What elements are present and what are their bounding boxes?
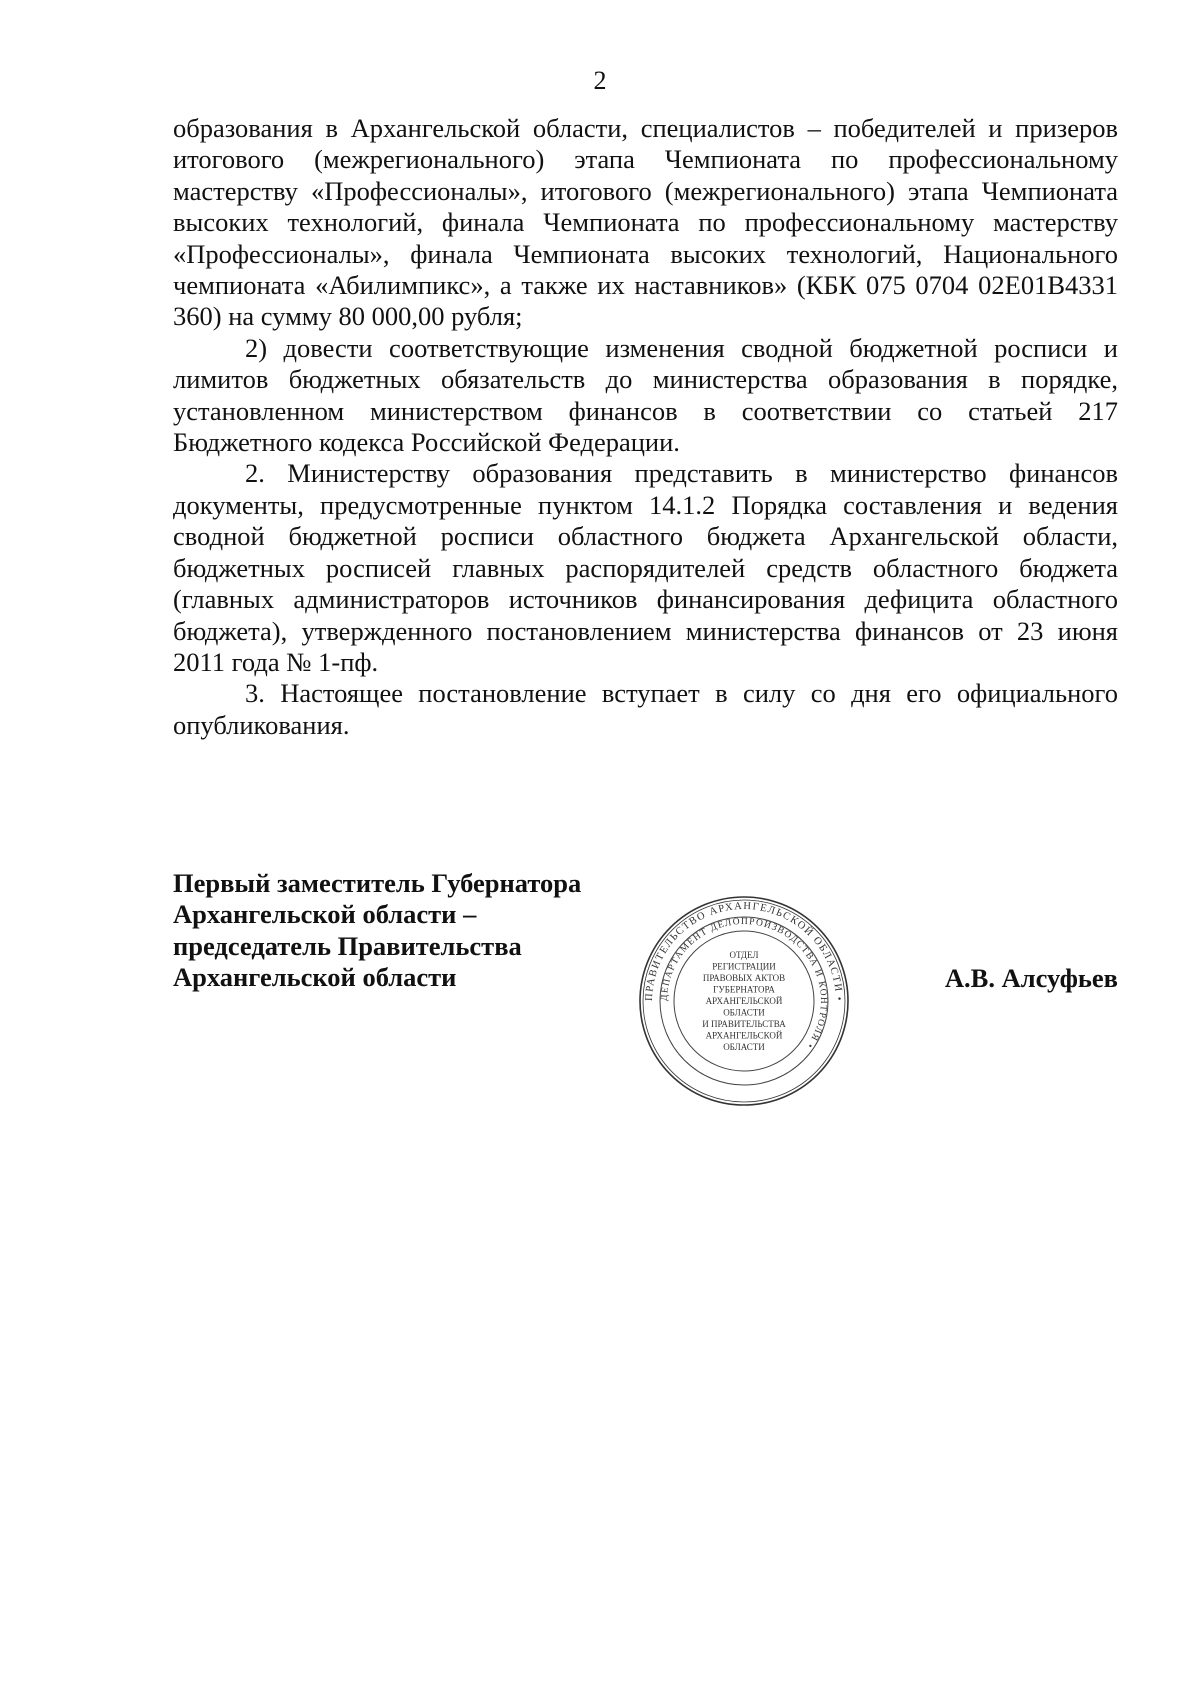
- signatory-title-line: Архангельской области –: [173, 899, 477, 930]
- paragraph: образования в Архангельской области, специалистов – победителей и призеров итогового (межрегионального) этапа Чемпионата по профессиональному мастерству «Профессионалы», итогового (межрегионального) этапа Чемпионата высоких технологий, финала Чемпионата по профессиональному мастерству «Профессионалы», финала Чемпионата высоких технологий, Национального чемпионата «Абилимпикс», а также их наставников» (КБК 075 0704 02Е01В4331 360) на сумму 80 000,00 рубля;: [173, 113, 1118, 332]
- signatory-name: А.В. Алсуфьев: [944, 963, 1118, 993]
- svg-text:ГУБЕРНАТОРА: ГУБЕРНАТОРА: [713, 984, 775, 995]
- svg-text:ОБЛАСТИ: ОБЛАСТИ: [723, 1007, 765, 1018]
- paragraph: 2) довести соответствующие изменения сводной бюджетной росписи и лимитов бюджетных обязательств до министерства образования в порядке, установленном министерством финансов в соответствии со статьей 217 Бюджетного кодекса Российской Федерации.: [173, 332, 1118, 458]
- svg-text:ОБЛАСТИ: ОБЛАСТИ: [723, 1042, 765, 1052]
- svg-text:ПРАВОВЫХ АКТОВ: ПРАВОВЫХ АКТОВ: [702, 973, 786, 983]
- svg-text:ПРАВИТЕЛЬСТВО АРХАНГЕЛЬСКОЙ ОБ: ПРАВИТЕЛЬСТВО АРХАНГЕЛЬСКОЙ ОБЛАСТИ •: [643, 900, 845, 1003]
- document-body: [173, 113, 1118, 741]
- signatory-title-line: Первый заместитель Губернатора: [173, 868, 582, 898]
- svg-text:ОТДЕЛ: ОТДЕЛ: [729, 950, 759, 960]
- svg-text:РЕГИСТРАЦИИ: РЕГИСТРАЦИИ: [712, 961, 776, 972]
- paragraph: 2. Министерству образования представить в министерство финансов документы, предусмотренные пунктом 14.1.2 Порядка составления и ведения сводной бюджетной росписи областного бюджета Архангельской области, бюджетных росписей главных распорядителей средств областного бюджета (главных администраторов источников финансирования дефицита областного бюджета), утвержденного постановлением министерства финансов от 23 июня 2011 года № 1-пф.: [173, 458, 1118, 677]
- svg-text:АРХАНГЕЛЬСКОЙ: АРХАНГЕЛЬСКОЙ: [705, 996, 783, 1006]
- signatory-title: [173, 868, 633, 994]
- svg-text:АРХАНГЕЛЬСКОЙ: АРХАНГЕЛЬСКОЙ: [705, 1030, 783, 1041]
- svg-text:ДЕПАРТАМЕНТ ДЕЛОПРОИЗВОДСТВА И: ДЕПАРТАМЕНТ ДЕЛОПРОИЗВОДСТВА И КОНТРОЛЯ •: [659, 916, 829, 1051]
- official-seal: [638, 895, 850, 1107]
- signatory-title-line: Архангельской области: [173, 962, 457, 993]
- paragraph: 3. Настоящее постановление вступает в силу со дня его официального опубликования.: [173, 678, 1118, 740]
- page-number: 2: [593, 66, 607, 95]
- svg-text:И ПРАВИТЕЛЬСТВА: И ПРАВИТЕЛЬСТВА: [702, 1019, 786, 1029]
- signatory-title-line: председатель Правительства: [173, 930, 522, 961]
